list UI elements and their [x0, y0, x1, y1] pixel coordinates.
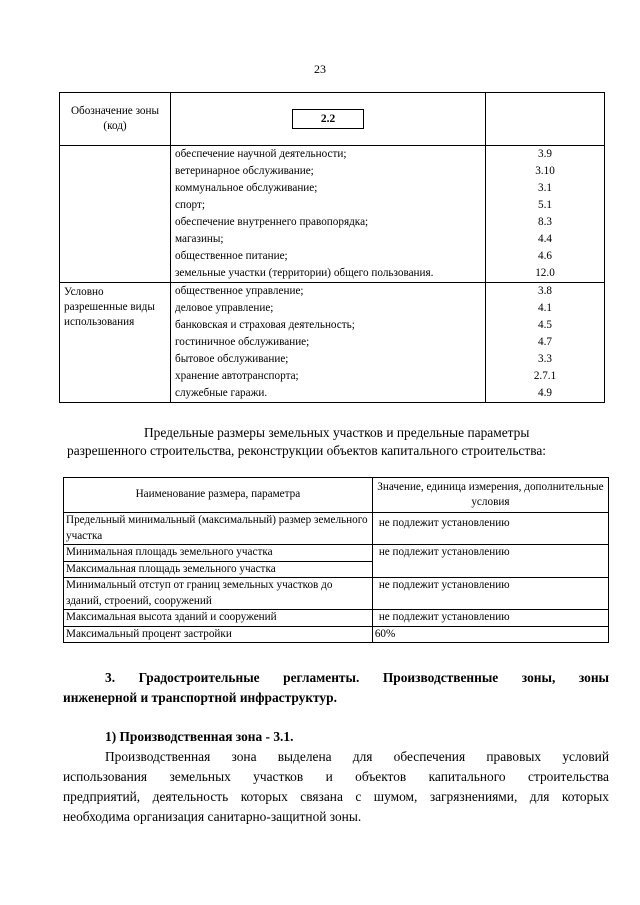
use-code: 3.9	[538, 148, 552, 160]
paragraph-line: предприятий, деятельность которых связана с шумом, загрязнениями, для которых	[63, 789, 609, 804]
page-number: 23	[314, 62, 326, 76]
use-name: общественное питание;	[175, 250, 288, 262]
use-code: 3.1	[538, 182, 552, 194]
param-value: не подлежит установлению	[372, 610, 608, 627]
permitted-uses-table	[59, 92, 605, 403]
body-paragraph	[63, 747, 609, 827]
column-header: Наименование размера, параметра	[64, 478, 373, 513]
table-header-row	[60, 93, 605, 146]
table-row	[64, 513, 609, 545]
use-name: деловое управление;	[175, 302, 274, 314]
param-name: Максимальная площадь земельного участка	[64, 561, 373, 578]
use-code: 4.6	[538, 250, 552, 262]
conditional-names-cell	[171, 283, 486, 403]
use-name: гостиничное обслуживание;	[175, 336, 310, 348]
conditional-codes-cell	[486, 283, 605, 403]
use-names-cell	[171, 146, 486, 283]
use-code: 3.10	[535, 165, 555, 177]
table-row	[64, 545, 609, 562]
paragraph-line: Производственная зона выделена для обеспечения правовых условий	[105, 749, 609, 764]
use-code: 12.0	[535, 267, 555, 279]
param-name: Предельный минимальный (максимальный) размер земельного участка	[64, 513, 373, 545]
use-name: бытовое обслуживание;	[175, 353, 289, 365]
section-heading-line: 3. Градостроительные регламенты. Производственные зоны, зоны	[105, 670, 609, 685]
use-name: обеспечение внутреннего правопорядка;	[175, 216, 369, 228]
use-name: земельные участки (территории) общего пользования.	[175, 267, 434, 279]
use-name: ветеринарное обслуживание;	[175, 165, 314, 177]
param-name: Максимальная высота зданий и сооружений	[64, 610, 373, 627]
subsection-heading: 1) Производственная зона - 3.1.	[105, 729, 294, 744]
use-code: 3.8	[538, 285, 552, 297]
zone-code-label: Обозначение зоны (код)	[60, 93, 171, 146]
section-heading	[63, 668, 609, 708]
param-value: 60%	[372, 626, 608, 643]
use-name: служебные гаражи.	[175, 387, 268, 399]
use-code: 5.1	[538, 199, 552, 211]
param-value: не подлежит установлению	[372, 513, 608, 545]
use-code: 2.7.1	[533, 370, 557, 382]
paragraph-line: необходима организация санитарно-защитной зоны.	[63, 809, 362, 824]
section-heading-line: инженерной и транспортной инфраструктур.	[63, 690, 337, 705]
use-code: 4.5	[538, 319, 552, 331]
table-row	[64, 626, 609, 643]
parameters-table	[63, 477, 609, 643]
param-value: не подлежит установлению	[372, 578, 608, 610]
use-code: 8.3	[538, 216, 552, 228]
table-row	[60, 146, 605, 283]
use-code: 4.4	[538, 233, 552, 245]
use-name: магазины;	[175, 233, 224, 245]
conditional-uses-label: Условно разрешенные виды использования	[64, 286, 155, 328]
heading-line: Предельные размеры земельных участков и предельные параметры	[144, 425, 530, 440]
empty-header-cell	[486, 93, 605, 146]
use-code: 3.3	[538, 353, 552, 365]
use-name: спорт;	[175, 199, 205, 211]
use-name: обеспечение научной деятельности;	[175, 148, 347, 160]
use-code: 4.9	[538, 387, 552, 399]
conditional-uses-label-cell	[60, 283, 171, 403]
empty-label-cell	[60, 146, 171, 283]
param-value: не подлежит установлению	[372, 545, 608, 578]
use-name: общественное управление;	[175, 285, 304, 297]
table-row	[64, 578, 609, 610]
table-header-row	[64, 478, 609, 513]
table-row	[60, 283, 605, 403]
use-codes-cell	[486, 146, 605, 283]
use-name: коммунальное обслуживание;	[175, 182, 318, 194]
column-header: Значение, единица измерения, дополнительные условия	[372, 478, 608, 513]
use-code: 4.1	[538, 302, 552, 314]
param-name: Минимальная площадь земельного участка	[64, 545, 373, 562]
zone-code-cell	[171, 93, 486, 146]
paragraph-line: использования земельных участков и объектов капитального строительства	[63, 769, 609, 784]
heading-line: разрешенного строительства, реконструкции объектов капитального строительства:	[67, 443, 547, 458]
use-name: банковская и страховая деятельность;	[175, 319, 355, 331]
param-name: Максимальный процент застройки	[64, 626, 373, 643]
parameters-heading	[0, 424, 640, 460]
zone-code-box: 2.2	[292, 109, 364, 129]
use-code: 4.7	[538, 336, 552, 348]
param-name: Минимальный отступ от границ земельных участков до зданий, строений, сооружений	[64, 578, 373, 610]
use-name: хранение автотранспорта;	[175, 370, 299, 382]
table-row	[64, 610, 609, 627]
